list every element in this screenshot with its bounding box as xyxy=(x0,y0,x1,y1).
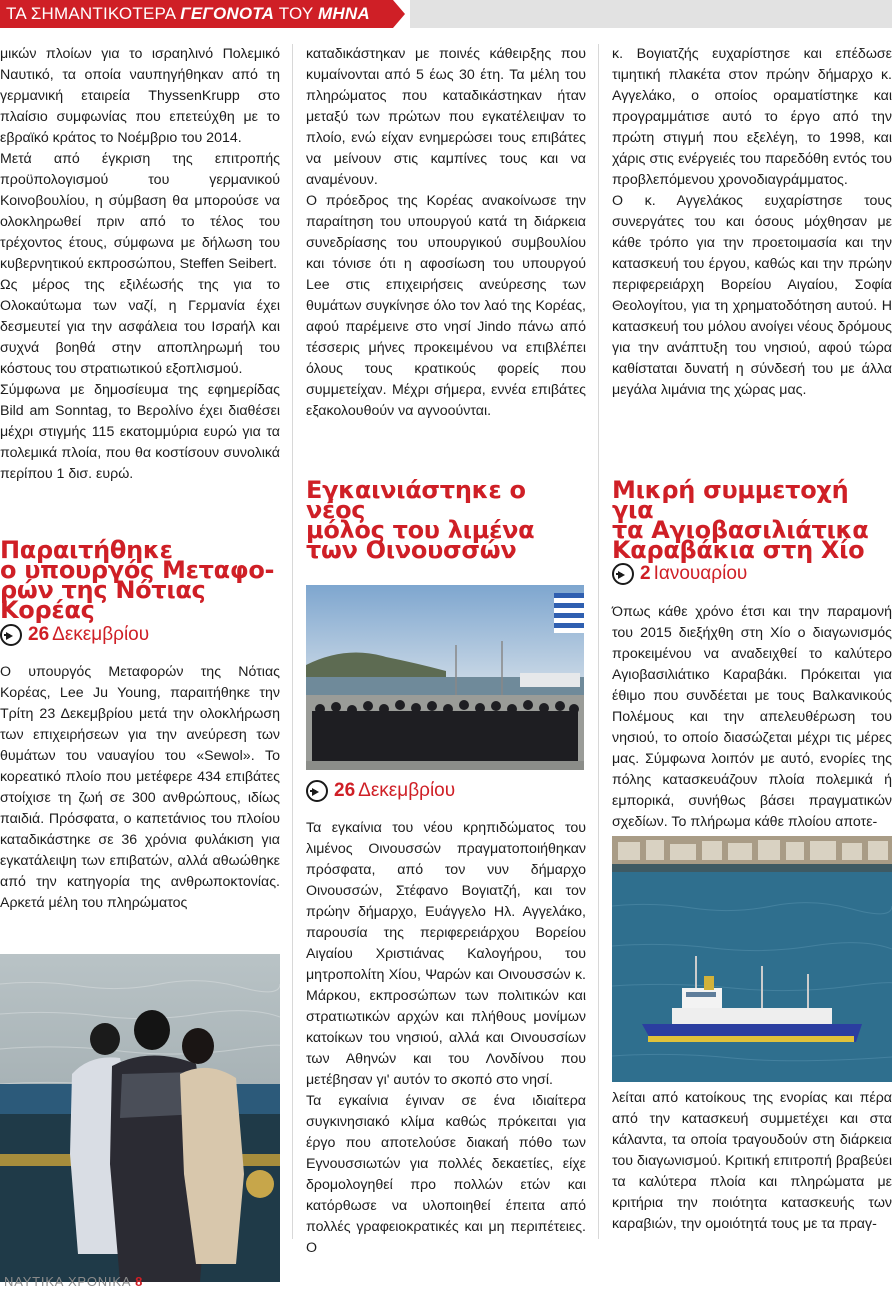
harbor-inauguration-image xyxy=(306,585,584,770)
page-number: 8 xyxy=(135,1274,144,1289)
arrow-circle-icon xyxy=(0,624,22,646)
model-ship-image xyxy=(612,836,892,1082)
headline-line: Μικρή συμμετοχή για xyxy=(612,476,849,524)
column-rule-2 xyxy=(598,44,599,1239)
section-header-grey-bar xyxy=(410,0,892,28)
col1-paragraph-1: μικών πλοίων για το ισραηλινό Πολεμικό Ναυτικό, τα οποία ναυπηγήθηκαν από τη γερμανική εταιρεία ThyssenKrupp στο πλαίσιο συμφωνίας που επετεύχθη με το εβραϊκό κράτος το Νοέμβριο του 2014. xyxy=(0,46,280,146)
headline-line: Εγκαινιάστηκε ο νέος xyxy=(306,476,526,524)
headline-line: των Οινουσσών xyxy=(306,536,517,564)
date-day: 26 xyxy=(28,624,50,645)
column-rule-1 xyxy=(292,44,293,1239)
chios-boats-dateline xyxy=(612,561,747,587)
date-day: 26 xyxy=(334,780,356,801)
col2-paragraph-1: καταδικάστηκαν με ποινές κάθειρξης που κυμαίνονται από 5 έως 30 έτη. Τα μέλη του πληρώματος που καταδικάστηκαν ήταν μεταξύ των πρώτων που εγκατέλειψαν το πλοίο, ενώ είχαν ενημερώσει τους επιβάτες να μείνουν στις καμπίνες τους και να αναμένουν. xyxy=(306,46,586,188)
header-emph1: ΓΕΓΟΝΟΤΑ xyxy=(180,4,275,23)
oinousses-headline xyxy=(306,476,588,564)
header-prefix: ΤΑ ΣΗΜΑΝΤΙΚΟΤΕΡΑ xyxy=(6,4,176,23)
headline-line: τα Αγιοβασιλιάτικα xyxy=(612,516,869,544)
col1-paragraph-4: Σύμφωνα με δημοσίευμα της εφημερίδας Bild am Sonntag, το Βερολίνο έχει διαθέσει μέχρι στιγμής 115 εκατομμύρια ευρώ για τα πολεμικά πλοία, που θα κοστίσουν συνολικά περίπου 1 δισ. ευρώ. xyxy=(0,382,280,482)
headline-line: μόλος του λιμένα xyxy=(306,516,535,544)
mourners-at-sea-photo xyxy=(0,954,280,1282)
page-footer xyxy=(4,1274,143,1289)
mourners-at-sea-image xyxy=(0,954,280,1282)
harbor-inauguration-photo xyxy=(306,585,584,770)
chios-boats-body: Όπως κάθε χρόνο έτσι και την παραμονή του 2015 διεξήχθη στη Χίο ο διαγωνισμός προκειμένου να αναδειχθεί το καλύτερο Αγιοβασιλιάτικο Καραβάκι. Πρόκειται για έθιμο που συνδέεται με τους Βαλκανικούς Πολέμους και την απελευθέρωση του νησιού, το οποίο διασώζεται μέχρι τις μέρες μας. Σύμφωνα λοιπόν με αυτό, ενορίες της πόλης κατασκευάζουν πλοία πολεμικά ή εμπορικά, συνήθως βάσει πραγματικών σχεδίων. Το πλήρωμα κάθε πλοίου αποτε- xyxy=(612,604,892,830)
oinousses-dateline xyxy=(306,778,455,804)
date-month: Δεκεμβρίου xyxy=(52,624,150,645)
header-middle: ΤΟΥ xyxy=(278,4,314,23)
date-month: Ιανουαρίου xyxy=(653,563,748,584)
section-header xyxy=(0,0,892,28)
header-emph2: ΜΗΝΑ xyxy=(318,4,370,23)
headline-line: ο υπουργός Μεταφο- xyxy=(0,556,275,584)
section-header-label xyxy=(6,4,370,24)
date-month: Δεκεμβρίου xyxy=(358,780,456,801)
headline-line: Παραιτήθηκε xyxy=(0,536,173,564)
headline-line: ρών της Νότιας Κορέας xyxy=(0,576,206,624)
col3-paragraph-2: Ο κ. Αγγελάκος ευχαρίστησε τους συνεργάτες του και όσους μόχθησαν με κάθε τρόπο για την προετοιμασία και την κατασκευή του έργου, καθώς και την πρώην περιφερειάρχη Βορείου Αιγαίου, Σοφία Θεολογίτου, για τη χρηματοδότηση αυτού. Η κατασκευή του μόλου ανοίγει νέους δρόμους για την ανάπτυξη του νησιού, αφού τώρα καθίσταται δυνατή η σύνδεσή του με άλλα μεγάλα λιμάνια της χώρας μας. xyxy=(612,193,892,398)
arrow-circle-icon xyxy=(612,563,634,585)
korea-minister-body: Ο υπουργός Μεταφορών της Νότιας Κορέας, Lee Ju Young, παραιτήθηκε την Τρίτη 23 Δεκεμβρίου μετά την ολοκλήρωση των επιχειρήσεων για την ανεύρεση των θυμάτων του ναυαγίου του «Sewol». Το κορεατικό πλοίο που μετέφερε 434 επιβάτες στοίχισε τη ζωή σε 300 ανθρώπους, ιδίως παιδιά. Πρόσφατα, ο καπετάνιος του πλοίου καταδικάστηκε σε 36 χρόνια φυλάκιση για εγκατάλειψη των επιβατών, αλλά αθωώθηκε από την κατηγορία της ανθρωποκτονίας. Αρκετά μέλη του πληρώματος xyxy=(0,664,280,911)
oinousses-body-1: Τα εγκαίνια του νέου κρηπιδώματος του λιμένος Οινουσσών πραγματοποιήθηκαν πρόσφατα, από τον νυν δήμαρχο Οινουσσών, Στέφανο Βογιατζή, και τον πρώην δήμαρχο, Ευάγγελο Ηλ. Αγγελάκο, παρουσία της περιφερειάρχου Βορείου Αιγαίου Χριστιάνας Καλογήρου, του μητροπολίτη Χίου, Ψαρών και Οινουσσών κ. Μάρκου, εκπροσώπων των πολιτικών και στρατιωτικών αρχών και πλήθους μονίμων κατοίκων του νησιού, αλλά και Οινουσσίων των Αθηνών και του Λονδίνου που μετέβησαν γι' αυτόν το σκοπό στο νησί. xyxy=(306,820,586,1088)
col2-paragraph-2: Ο πρόεδρος της Κορέας ανακοίνωσε την παραίτηση του υπουργού κατά τη διάρκεια συνεδρίασης του υπουργικού συμβουλίου και τόνισε ότι η αφοσίωση του υπουργού Lee στις επιχειρήσεις ανεύρεσης των θυμάτων συγκίνησε όλο τον λαό της Κορέας, αφού παρέμεινε στο νησί Jindo πάνω από τέσσερις μήνες προκειμένου να επιβλέπει όλους τους κρατικούς φορείς που συμμετείχαν. Μέχρι σήμερα, εννέα επιβάτες εξακολουθούν να αγνοούνται. xyxy=(306,193,586,419)
korea-minister-dateline xyxy=(0,622,149,648)
col3-paragraph-1: κ. Βογιατζής ευχαρίστησε και επέδωσε τιμητική πλακέτα στον πρώην δήμαρχο κ. Αγγελάκο, ο οποίος οραματίστηκε και προγραμμάτισε αυτό το έργο από την πρώτη στιγμή που εξελέγη, το 1998, και χάρις στις ενέργειές του παρεδόθη εντός του προβλεπόμενου χρονοδιαγράμματος. xyxy=(612,46,892,188)
chios-boats-headline xyxy=(612,476,892,564)
date-day: 2 xyxy=(640,563,651,584)
col1-paragraph-3: Ως μέρος της εξιλέωσής της για το Ολοκαύτωμα των ναζί, η Γερμανία έχει δεσμευτεί για την ασφάλεια του Ισραήλ και συχνά βοηθά στην αποπληρωμή του κόστους του στρατιωτικού εξοπλισμού. xyxy=(0,277,280,377)
chios-boats-body-continued: λείται από κατοίκους της ενορίας και πέρα από την κατασκευή συμμετέχει και στα κάλαντα, τα οποία τραγουδούν στη διάρκεια του διαγωνισμού. Κριτική επιτροπή βραβεύει τα καλύτερα πλοία και πληρώματα με κριτήρια την ποιότητα κατασκευής των καραβιών, την ομοιότητά τους με τα πραγ- xyxy=(612,1090,892,1232)
model-ship-photo xyxy=(612,836,892,1082)
publication-name: ΝΑΥΤΙΚΑ ΧΡΟΝΙΚΑ xyxy=(4,1274,131,1289)
korea-minister-headline xyxy=(0,536,282,624)
headline-line: Καραβάκια στη Χίο xyxy=(612,536,865,564)
oinousses-body-2: Τα εγκαίνια έγιναν σε ένα ιδιαίτερα συγκινησιακό κλίμα καθώς πρόκειται για έργο που αποτελούσε διακαή πόθο των Εγνουσσιωτών για πολλές δεκαετίες, είχε δρομολογηθεί προ πολλών ετών και κατόρθωσε να υλοποιηθεί έπειτα από πολλές γραφειοκρατικές και μη περιπέτειες. Ο xyxy=(306,1093,586,1256)
col1-paragraph-2: Μετά από έγκριση της επιτροπής προϋπολογισμού του γερμανικού Κοινοβουλίου, η σύμβαση θα μπορούσε να ολοκληρωθεί πριν από το τέλος του τρέχοντος έτους, σύμφωνα με δήλωση του κυβερνητικού εκπροσώπου, Steffen Seibert. xyxy=(0,151,280,272)
arrow-circle-icon xyxy=(306,780,328,802)
